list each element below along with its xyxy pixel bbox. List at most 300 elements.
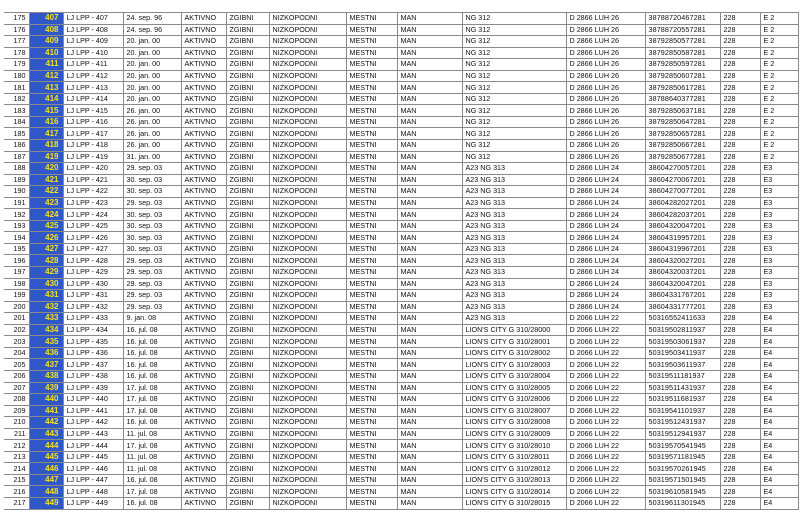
serial-number-cell: 38604270067201 (645, 174, 720, 186)
service-type-cell: MESTNI (346, 359, 397, 371)
engine-cell: D 2066 LUH 22 (566, 370, 645, 382)
row-number: 200 (4, 301, 29, 313)
engine-cell: D 2866 LUH 26 (566, 82, 645, 94)
row-number: 192 (4, 209, 29, 221)
table-row (4, 116, 798, 128)
make-cell: MAN (397, 370, 462, 382)
class-cell: E4 (760, 382, 798, 394)
status-cell: AKTIVNO (181, 336, 226, 348)
serial-number-cell: 38792850667281 (645, 140, 720, 152)
serial-number-cell: 38792850647281 (645, 116, 720, 128)
fleet-number: 422 (29, 186, 63, 198)
fleet-number: 438 (29, 370, 63, 382)
row-number: 210 (4, 417, 29, 429)
serial-number-cell: 38792850637181 (645, 105, 720, 117)
make-cell: MAN (397, 128, 462, 140)
engine-cell: D 2866 LUH 24 (566, 232, 645, 244)
fleet-number: 419 (29, 151, 63, 163)
floor-type-cell: NIZKOPODNI (269, 440, 346, 452)
table-row (4, 428, 798, 440)
floor-type-cell: NIZKOPODNI (269, 59, 346, 71)
class-cell: E4 (760, 474, 798, 486)
row-number: 199 (4, 290, 29, 302)
model-cell: NG 312 (462, 82, 566, 94)
status-cell: AKTIVNO (181, 151, 226, 163)
registration-cell: LJ LPP - 418 (63, 140, 123, 152)
count-cell: 228 (720, 24, 760, 36)
status-cell: AKTIVNO (181, 382, 226, 394)
status-cell: AKTIVNO (181, 370, 226, 382)
serial-number-cell: 50319611301945 (645, 497, 720, 509)
status-cell: AKTIVNO (181, 278, 226, 290)
service-type-cell: MESTNI (346, 474, 397, 486)
serial-number-cell: 38792850677281 (645, 151, 720, 163)
model-cell: LION'S CITY G 310/28010 (462, 440, 566, 452)
service-type-cell: MESTNI (346, 36, 397, 48)
date-cell: 31. jan. 00 (123, 151, 181, 163)
status-cell: AKTIVNO (181, 36, 226, 48)
serial-number-cell: 38604270077201 (645, 186, 720, 198)
class-cell: E4 (760, 336, 798, 348)
engine-cell: D 2866 LUH 24 (566, 197, 645, 209)
floor-type-cell: NIZKOPODNI (269, 486, 346, 498)
count-cell: 228 (720, 174, 760, 186)
status-cell: AKTIVNO (181, 497, 226, 509)
row-number: 205 (4, 359, 29, 371)
registration-cell: LJ LPP - 416 (63, 116, 123, 128)
fleet-number: 435 (29, 336, 63, 348)
model-cell: LION'S CITY G 310/28008 (462, 417, 566, 429)
table-row (4, 359, 798, 371)
make-cell: MAN (397, 267, 462, 279)
engine-cell: D 2866 LUH 24 (566, 278, 645, 290)
service-type-cell: MESTNI (346, 463, 397, 475)
floor-type-cell: NIZKOPODNI (269, 82, 346, 94)
table-row (4, 186, 798, 198)
count-cell: 228 (720, 82, 760, 94)
status-cell: AKTIVNO (181, 197, 226, 209)
serial-number-cell: 38792850657281 (645, 128, 720, 140)
floor-type-cell: NIZKOPODNI (269, 394, 346, 406)
row-number: 211 (4, 428, 29, 440)
floor-type-cell: NIZKOPODNI (269, 255, 346, 267)
serial-number-cell: 38604331767201 (645, 290, 720, 302)
body-type-cell: ZGIBNI (226, 70, 269, 82)
engine-cell: D 2066 LUH 22 (566, 497, 645, 509)
service-type-cell: MESTNI (346, 140, 397, 152)
engine-cell: D 2866 LUH 24 (566, 255, 645, 267)
date-cell: 16. jul. 08 (123, 370, 181, 382)
row-number: 184 (4, 116, 29, 128)
engine-cell: D 2866 LUH 26 (566, 140, 645, 152)
date-cell: 17. jul. 08 (123, 382, 181, 394)
class-cell: E4 (760, 313, 798, 325)
count-cell: 228 (720, 290, 760, 302)
class-cell: E 2 (760, 70, 798, 82)
make-cell: MAN (397, 116, 462, 128)
date-cell: 26. jan. 00 (123, 140, 181, 152)
date-cell: 29. sep. 03 (123, 290, 181, 302)
model-cell: LION'S CITY G 310/28000 (462, 324, 566, 336)
serial-number-cell: 50316552411633 (645, 313, 720, 325)
model-cell: A23 NG 313 (462, 220, 566, 232)
class-cell: E3 (760, 301, 798, 313)
date-cell: 26. jan. 00 (123, 105, 181, 117)
row-number: 201 (4, 313, 29, 325)
body-type-cell: ZGIBNI (226, 428, 269, 440)
row-number: 208 (4, 394, 29, 406)
registration-cell: LJ LPP - 449 (63, 497, 123, 509)
floor-type-cell: NIZKOPODNI (269, 301, 346, 313)
date-cell: 30. sep. 03 (123, 209, 181, 221)
body-type-cell: ZGIBNI (226, 278, 269, 290)
body-type-cell: ZGIBNI (226, 151, 269, 163)
make-cell: MAN (397, 474, 462, 486)
serial-number-cell: 50319570261945 (645, 463, 720, 475)
make-cell: MAN (397, 451, 462, 463)
table-row (4, 93, 798, 105)
floor-type-cell: NIZKOPODNI (269, 93, 346, 105)
status-cell: AKTIVNO (181, 347, 226, 359)
body-type-cell: ZGIBNI (226, 267, 269, 279)
floor-type-cell: NIZKOPODNI (269, 243, 346, 255)
count-cell: 228 (720, 197, 760, 209)
service-type-cell: MESTNI (346, 440, 397, 452)
count-cell: 228 (720, 497, 760, 509)
table-row (4, 140, 798, 152)
count-cell: 228 (720, 232, 760, 244)
status-cell: AKTIVNO (181, 47, 226, 59)
date-cell: 20. jan. 00 (123, 59, 181, 71)
body-type-cell: ZGIBNI (226, 486, 269, 498)
floor-type-cell: NIZKOPODNI (269, 197, 346, 209)
registration-cell: LJ LPP - 411 (63, 59, 123, 71)
floor-type-cell: NIZKOPODNI (269, 220, 346, 232)
model-cell: A23 NG 313 (462, 209, 566, 221)
model-cell: LION'S CITY G 310/28002 (462, 347, 566, 359)
model-cell: A23 NG 313 (462, 163, 566, 175)
date-cell: 30. sep. 03 (123, 220, 181, 232)
floor-type-cell: NIZKOPODNI (269, 347, 346, 359)
fleet-number: 423 (29, 197, 63, 209)
status-cell: AKTIVNO (181, 82, 226, 94)
make-cell: MAN (397, 255, 462, 267)
table-row (4, 105, 798, 117)
class-cell: E4 (760, 394, 798, 406)
registration-cell: LJ LPP - 407 (63, 13, 123, 25)
serial-number-cell: 38604320047201 (645, 220, 720, 232)
fleet-number: 408 (29, 24, 63, 36)
table-row (4, 13, 798, 25)
model-cell: A23 NG 313 (462, 267, 566, 279)
count-cell: 228 (720, 47, 760, 59)
status-cell: AKTIVNO (181, 70, 226, 82)
floor-type-cell: NIZKOPODNI (269, 313, 346, 325)
floor-type-cell: NIZKOPODNI (269, 324, 346, 336)
model-cell: NG 312 (462, 47, 566, 59)
floor-type-cell: NIZKOPODNI (269, 405, 346, 417)
floor-type-cell: NIZKOPODNI (269, 186, 346, 198)
status-cell: AKTIVNO (181, 174, 226, 186)
engine-cell: D 2066 LUH 22 (566, 394, 645, 406)
row-number: 179 (4, 59, 29, 71)
table-row (4, 36, 798, 48)
row-number: 193 (4, 220, 29, 232)
status-cell: AKTIVNO (181, 474, 226, 486)
registration-cell: LJ LPP - 430 (63, 278, 123, 290)
status-cell: AKTIVNO (181, 290, 226, 302)
make-cell: MAN (397, 151, 462, 163)
count-cell: 228 (720, 220, 760, 232)
status-cell: AKTIVNO (181, 220, 226, 232)
engine-cell: D 2066 LUH 22 (566, 474, 645, 486)
row-number: 188 (4, 163, 29, 175)
fleet-number: 412 (29, 70, 63, 82)
fleet-number: 446 (29, 463, 63, 475)
date-cell: 30. sep. 03 (123, 243, 181, 255)
row-number: 185 (4, 128, 29, 140)
engine-cell: D 2866 LUH 26 (566, 116, 645, 128)
floor-type-cell: NIZKOPODNI (269, 417, 346, 429)
model-cell: A23 NG 313 (462, 255, 566, 267)
body-type-cell: ZGIBNI (226, 197, 269, 209)
fleet-number: 410 (29, 47, 63, 59)
body-type-cell: ZGIBNI (226, 93, 269, 105)
model-cell: LION'S CITY G 310/28001 (462, 336, 566, 348)
make-cell: MAN (397, 382, 462, 394)
serial-number-cell: 38604320047201 (645, 278, 720, 290)
bus-fleet-table (4, 12, 799, 510)
serial-number-cell: 50319511681937 (645, 394, 720, 406)
engine-cell: D 2066 LUH 22 (566, 417, 645, 429)
fleet-number: 420 (29, 163, 63, 175)
table-row (4, 255, 798, 267)
row-number: 181 (4, 82, 29, 94)
floor-type-cell: NIZKOPODNI (269, 140, 346, 152)
count-cell: 228 (720, 128, 760, 140)
count-cell: 228 (720, 405, 760, 417)
table-row (4, 278, 798, 290)
serial-number-cell: 38604282027201 (645, 197, 720, 209)
row-number: 197 (4, 267, 29, 279)
serial-number-cell: 38788720467281 (645, 13, 720, 25)
engine-cell: D 2866 LUH 26 (566, 70, 645, 82)
make-cell: MAN (397, 290, 462, 302)
make-cell: MAN (397, 394, 462, 406)
service-type-cell: MESTNI (346, 451, 397, 463)
registration-cell: LJ LPP - 445 (63, 451, 123, 463)
make-cell: MAN (397, 186, 462, 198)
row-number: 180 (4, 70, 29, 82)
count-cell: 228 (720, 301, 760, 313)
serial-number-cell: 50319570541945 (645, 440, 720, 452)
status-cell: AKTIVNO (181, 440, 226, 452)
model-cell: LION'S CITY G 310/28006 (462, 394, 566, 406)
fleet-number: 434 (29, 324, 63, 336)
row-number: 175 (4, 13, 29, 25)
model-cell: A23 NG 313 (462, 278, 566, 290)
count-cell: 228 (720, 151, 760, 163)
floor-type-cell: NIZKOPODNI (269, 463, 346, 475)
make-cell: MAN (397, 105, 462, 117)
fleet-number: 426 (29, 232, 63, 244)
count-cell: 228 (720, 428, 760, 440)
class-cell: E4 (760, 405, 798, 417)
count-cell: 228 (720, 116, 760, 128)
table-row (4, 336, 798, 348)
body-type-cell: ZGIBNI (226, 359, 269, 371)
count-cell: 228 (720, 278, 760, 290)
service-type-cell: MESTNI (346, 324, 397, 336)
engine-cell: D 2866 LUH 24 (566, 301, 645, 313)
engine-cell: D 2066 LUH 22 (566, 382, 645, 394)
registration-cell: LJ LPP - 428 (63, 255, 123, 267)
row-number: 215 (4, 474, 29, 486)
table-row (4, 394, 798, 406)
service-type-cell: MESTNI (346, 301, 397, 313)
service-type-cell: MESTNI (346, 428, 397, 440)
date-cell: 26. jan. 00 (123, 116, 181, 128)
row-number: 196 (4, 255, 29, 267)
date-cell: 16. jul. 08 (123, 474, 181, 486)
count-cell: 228 (720, 324, 760, 336)
fleet-number: 421 (29, 174, 63, 186)
service-type-cell: MESTNI (346, 405, 397, 417)
status-cell: AKTIVNO (181, 486, 226, 498)
date-cell: 20. jan. 00 (123, 47, 181, 59)
registration-cell: LJ LPP - 424 (63, 209, 123, 221)
status-cell: AKTIVNO (181, 232, 226, 244)
row-number: 191 (4, 197, 29, 209)
engine-cell: D 2866 LUH 24 (566, 174, 645, 186)
body-type-cell: ZGIBNI (226, 140, 269, 152)
body-type-cell: ZGIBNI (226, 474, 269, 486)
class-cell: E 2 (760, 13, 798, 25)
registration-cell: LJ LPP - 442 (63, 417, 123, 429)
status-cell: AKTIVNO (181, 255, 226, 267)
serial-number-cell: 38792850587281 (645, 47, 720, 59)
fleet-number: 427 (29, 243, 63, 255)
date-cell: 20. jan. 00 (123, 70, 181, 82)
serial-number-cell: 38604282037201 (645, 209, 720, 221)
fleet-number: 433 (29, 313, 63, 325)
serial-number-cell: 38788640377281 (645, 93, 720, 105)
table-row (4, 301, 798, 313)
floor-type-cell: NIZKOPODNI (269, 24, 346, 36)
status-cell: AKTIVNO (181, 359, 226, 371)
model-cell: A23 NG 313 (462, 301, 566, 313)
floor-type-cell: NIZKOPODNI (269, 128, 346, 140)
service-type-cell: MESTNI (346, 151, 397, 163)
count-cell: 228 (720, 394, 760, 406)
floor-type-cell: NIZKOPODNI (269, 70, 346, 82)
class-cell: E 2 (760, 47, 798, 59)
serial-number-cell: 50319503061937 (645, 336, 720, 348)
fleet-number: 417 (29, 128, 63, 140)
date-cell: 16. jul. 08 (123, 336, 181, 348)
body-type-cell: ZGIBNI (226, 451, 269, 463)
serial-number-cell: 50319541101937 (645, 405, 720, 417)
registration-cell: LJ LPP - 448 (63, 486, 123, 498)
make-cell: MAN (397, 486, 462, 498)
service-type-cell: MESTNI (346, 116, 397, 128)
status-cell: AKTIVNO (181, 267, 226, 279)
fleet-number: 444 (29, 440, 63, 452)
make-cell: MAN (397, 47, 462, 59)
model-cell: LION'S CITY G 310/28012 (462, 463, 566, 475)
service-type-cell: MESTNI (346, 163, 397, 175)
class-cell: E4 (760, 451, 798, 463)
floor-type-cell: NIZKOPODNI (269, 232, 346, 244)
serial-number-cell: 38604331777201 (645, 301, 720, 313)
serial-number-cell: 50319512431937 (645, 417, 720, 429)
make-cell: MAN (397, 405, 462, 417)
body-type-cell: ZGIBNI (226, 82, 269, 94)
model-cell: LION'S CITY G 310/28004 (462, 370, 566, 382)
make-cell: MAN (397, 324, 462, 336)
date-cell: 29. sep. 03 (123, 301, 181, 313)
row-number: 202 (4, 324, 29, 336)
class-cell: E 2 (760, 36, 798, 48)
registration-cell: LJ LPP - 437 (63, 359, 123, 371)
service-type-cell: MESTNI (346, 417, 397, 429)
class-cell: E3 (760, 209, 798, 221)
row-number: 213 (4, 451, 29, 463)
registration-cell: LJ LPP - 415 (63, 105, 123, 117)
body-type-cell: ZGIBNI (226, 382, 269, 394)
registration-cell: LJ LPP - 425 (63, 220, 123, 232)
engine-cell: D 2066 LUH 22 (566, 336, 645, 348)
model-cell: NG 312 (462, 59, 566, 71)
engine-cell: D 2866 LUH 26 (566, 151, 645, 163)
table-row (4, 324, 798, 336)
service-type-cell: MESTNI (346, 394, 397, 406)
fleet-number: 418 (29, 140, 63, 152)
service-type-cell: MESTNI (346, 24, 397, 36)
table-row (4, 267, 798, 279)
registration-cell: LJ LPP - 433 (63, 313, 123, 325)
table-row (4, 163, 798, 175)
fleet-number: 443 (29, 428, 63, 440)
row-number: 198 (4, 278, 29, 290)
count-cell: 228 (720, 255, 760, 267)
fleet-number: 425 (29, 220, 63, 232)
row-number: 189 (4, 174, 29, 186)
service-type-cell: MESTNI (346, 267, 397, 279)
row-number: 203 (4, 336, 29, 348)
status-cell: AKTIVNO (181, 301, 226, 313)
floor-type-cell: NIZKOPODNI (269, 267, 346, 279)
make-cell: MAN (397, 24, 462, 36)
make-cell: MAN (397, 428, 462, 440)
row-number: 195 (4, 243, 29, 255)
status-cell: AKTIVNO (181, 128, 226, 140)
class-cell: E3 (760, 197, 798, 209)
table-row (4, 347, 798, 359)
service-type-cell: MESTNI (346, 347, 397, 359)
make-cell: MAN (397, 209, 462, 221)
model-cell: NG 312 (462, 13, 566, 25)
model-cell: A23 NG 313 (462, 197, 566, 209)
fleet-number: 429 (29, 267, 63, 279)
date-cell: 26. jan. 00 (123, 128, 181, 140)
floor-type-cell: NIZKOPODNI (269, 13, 346, 25)
make-cell: MAN (397, 36, 462, 48)
registration-cell: LJ LPP - 426 (63, 232, 123, 244)
status-cell: AKTIVNO (181, 163, 226, 175)
status-cell: AKTIVNO (181, 209, 226, 221)
class-cell: E 2 (760, 105, 798, 117)
